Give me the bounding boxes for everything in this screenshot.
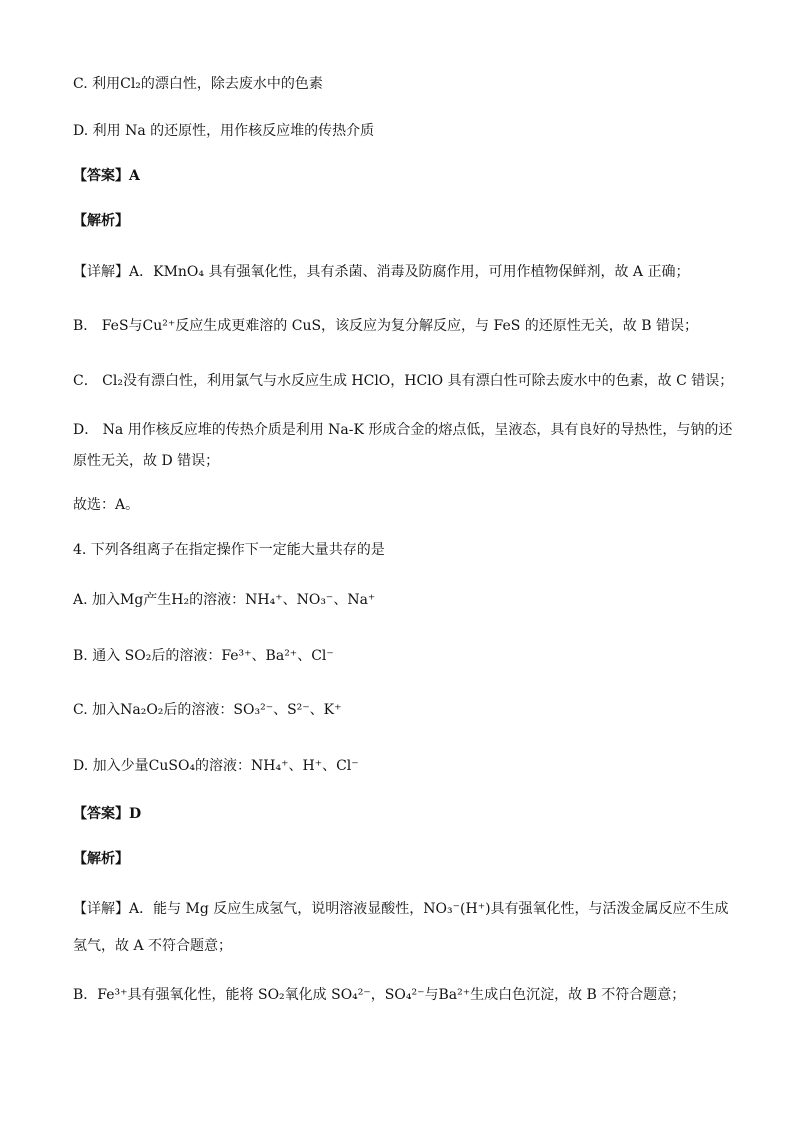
answer-label-2: 【答案】D	[73, 806, 142, 822]
analysis-label: 【解析】	[73, 213, 129, 229]
detail-a-text-2: 【详解】A．能与 Mg 反应生成氢气，说明溶液显酸性，NO₃⁻(H⁺)具有强氧化性，与活泼金属反应不生成	[73, 901, 729, 917]
detail-b-text-2: B．Fe³⁺具有强氧化性，能将 SO₂氧化成 SO₄²⁻，SO₄²⁻与Ba²⁺生成白色沉淀，故 B 不符合题意；	[73, 987, 686, 1003]
detail-d-continued-text: 原性无关，故 D 错误；	[73, 453, 220, 469]
detail-d-text: D． Na 用作核反应堆的传热介质是利用 Na-K 形成合金的熔点低，呈液态，具有良好的导热性，与钠的还	[73, 422, 733, 438]
detail-c-text: C． Cl₂没有漂白性，利用氯气与水反应生成 HClO，HClO 具有漂白性可除去废水中的色素，故 C 错误；	[73, 373, 734, 389]
detail-a-text: 【详解】A．KMnO₄ 具有强氧化性，具有杀菌、消毒及防腐作用，可用作植物保鲜剂，故 A 正确；	[73, 264, 690, 280]
answer-label: 【答案】A	[73, 168, 140, 184]
detail-b-text: B． FeS与Cu²⁺反应生成更难溶的 CuS，该反应为复分解反应，与 FeS 的还原性无关，故 B 错误；	[73, 318, 698, 334]
question-4-option-b: B. 通入 SO₂后的溶液：Fe³⁺、Ba²⁺、Cl⁻	[73, 648, 334, 664]
option-c-text: C. 利用Cl₂的漂白性，除去废水中的色素	[73, 76, 323, 92]
question-4-option-a: A. 加入Mg产生H₂的溶液：NH₄⁺、NO₃⁻、Na⁺	[73, 592, 376, 608]
question-4-option-c: C. 加入Na₂O₂后的溶液：SO₃²⁻、S²⁻、K⁺	[73, 702, 342, 718]
question-4-stem: 4. 下列各组离子在指定操作下一定能大量共存的是	[73, 542, 385, 558]
question-4-option-d: D. 加入少量CuSO₄的溶液：NH₄⁺、H⁺、Cl⁻	[73, 758, 359, 774]
conclusion-text: 故选：A。	[73, 497, 140, 513]
analysis-label-2: 【解析】	[73, 851, 129, 867]
option-d-text: D. 利用 Na 的还原性，用作核反应堆的传热介质	[73, 123, 375, 139]
detail-a-continued-text-2: 氢气，故 A 不符合题意；	[73, 938, 233, 954]
